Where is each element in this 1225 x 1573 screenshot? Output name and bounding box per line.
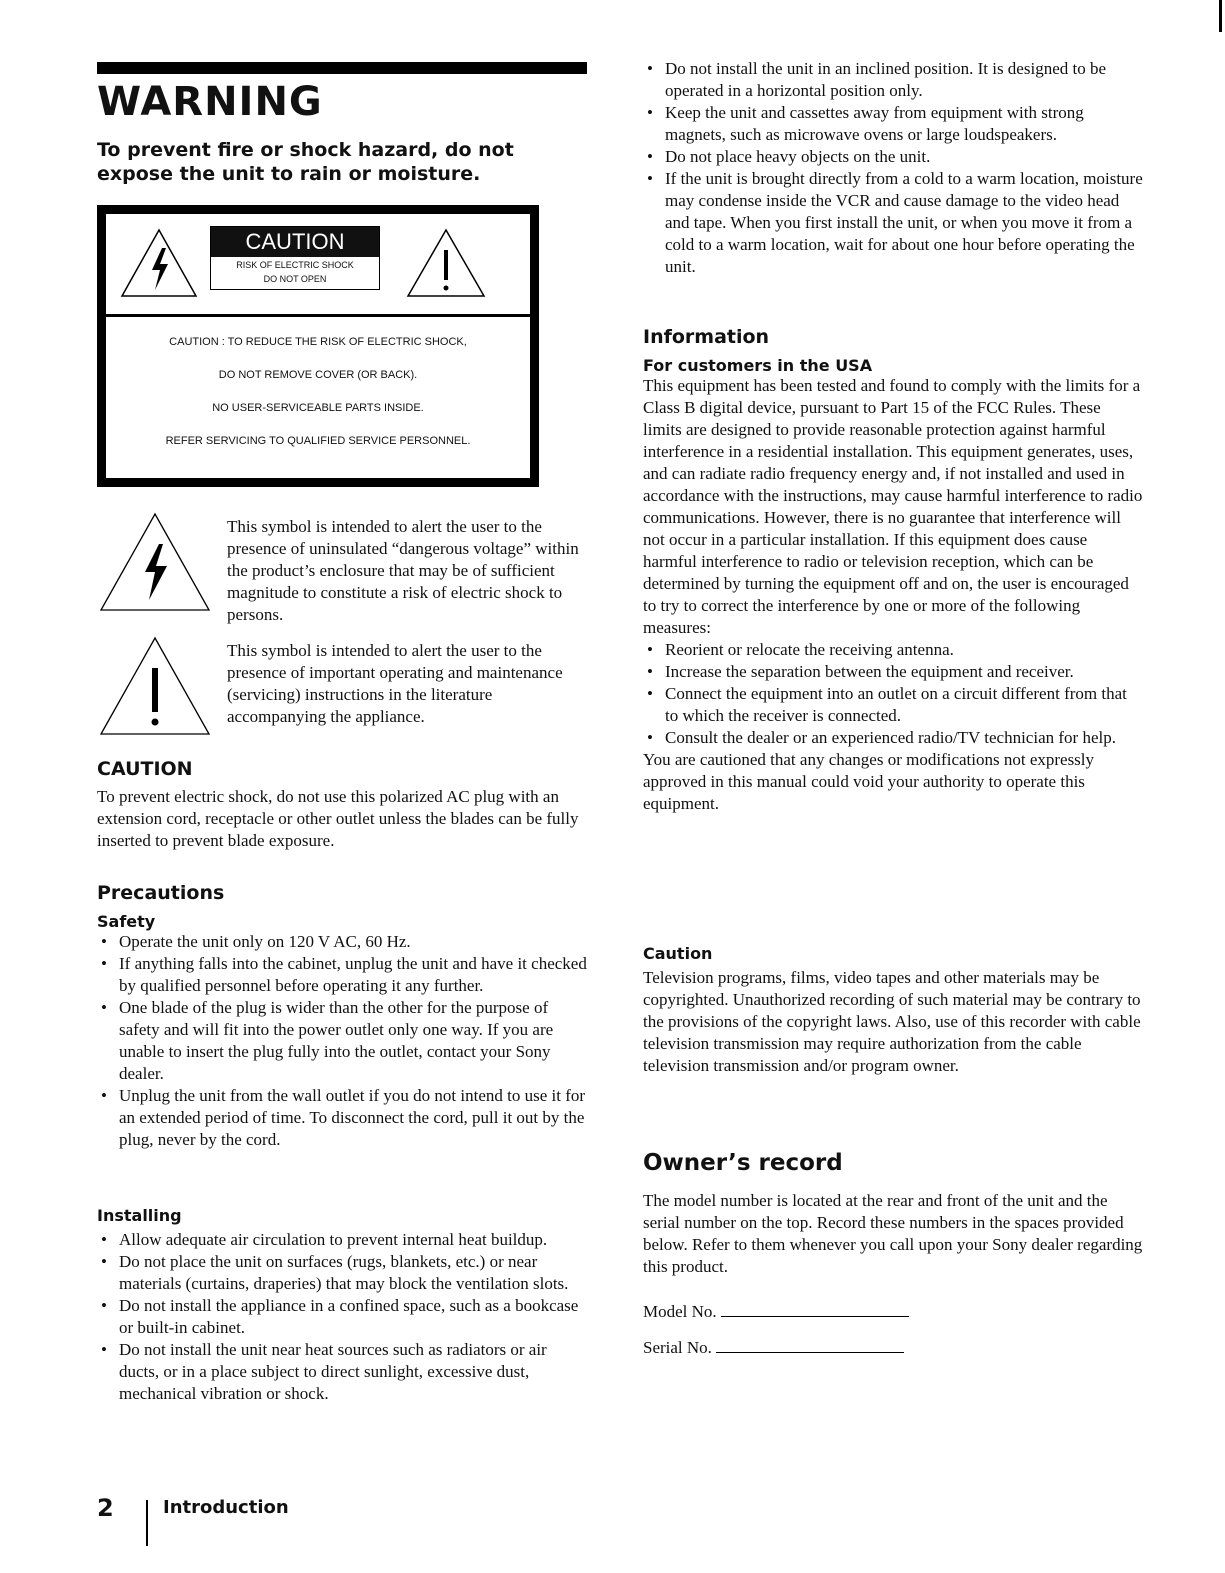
- measures-list: [643, 639, 1143, 749]
- installing-section: [97, 1206, 587, 1405]
- serial-field: [643, 1336, 1143, 1358]
- caution-box: [97, 205, 539, 487]
- model-label: Model No.: [643, 1302, 717, 1321]
- caution-line-4: REFER SERVICING TO QUALIFIED SERVICE PERSONNEL.: [165, 435, 471, 447]
- caution-box-text: [106, 336, 530, 468]
- model-number-field[interactable]: [721, 1300, 909, 1317]
- list-item: • Connect the equipment into an outlet on a circuit different from that to which the receiver is connected.: [643, 683, 1143, 727]
- right-column: [643, 58, 1143, 1357]
- risk-line-2: DO NOT OPEN: [263, 274, 327, 284]
- edge-mark: [1219, 0, 1222, 32]
- copyright-caution-section: [643, 944, 1143, 1077]
- serial-label: Serial No.: [643, 1338, 712, 1357]
- exclamation-symbol-text: This symbol is intended to alert the user to the presence of important operating and maintenance (servicing) instructions in the literature accompanying the appliance.: [227, 641, 563, 726]
- page-number: 2: [97, 1494, 114, 1522]
- list-item: • Increase the separation between the equipment and receiver.: [643, 661, 1143, 683]
- installing-list: [97, 1229, 587, 1405]
- risk-line-1: RISK OF ELECTRIC SHOCK: [236, 260, 354, 270]
- list-item: • Do not install the unit in an inclined position. It is designed to be operated in a horizontal position only.: [643, 58, 1143, 102]
- list-item: • Consult the dealer or an experienced radio/TV technician for help.: [643, 727, 1143, 749]
- list-item: • One blade of the plug is wider than the other for the purpose of safety and will fit into the power outlet only one way. If you are unable to insert the plug fully into the outlet, contact your Sony dealer.: [97, 997, 587, 1085]
- information-section: [643, 326, 1143, 815]
- list-item: • Do not place heavy objects on the unit.: [643, 146, 1143, 168]
- copyright-caution-text: Television programs, films, video tapes and other materials may be copyrighted. Unauthorized recording of such material may be contrary to the provisions of the copyright laws. Also, use of this recorder with cable television transmission may require authorization from the cable television transmission and/or program owner.: [643, 968, 1141, 1075]
- closing-text: You are cautioned that any changes or modifications not expressly approved in this manual could void your authority to operate this equipment.: [643, 750, 1095, 813]
- installation-continued-list: [643, 58, 1143, 278]
- serial-number-field[interactable]: [716, 1336, 904, 1353]
- exclamation-warning-icon: [406, 228, 486, 298]
- list-item: • Do not install the appliance in a confined space, such as a bookcase or built-in cabinet.: [97, 1295, 587, 1339]
- caution-text: To prevent electric shock, do not use this polarized AC plug with an extension cord, receptacle or other outlet unless the blades can be fully inserted to prevent blade exposure.: [97, 787, 579, 850]
- model-field: [643, 1300, 1143, 1322]
- warning-subtitle: To prevent fire or shock hazard, do not expose the unit to rain or moisture.: [97, 139, 514, 185]
- installing-heading: Installing: [97, 1206, 182, 1225]
- precautions-heading: Precautions: [97, 882, 225, 904]
- list-item: • Keep the unit and cassettes away from equipment with strong magnets, such as microwave ovens or large loudspeakers.: [643, 102, 1143, 146]
- caution-label: CAUTION: [211, 227, 379, 257]
- precautions-section: [97, 882, 587, 1151]
- lightning-warning-icon: [120, 228, 198, 298]
- list-item: • If the unit is brought directly from a cold to a warm location, moisture may condense inside the VCR and cause damage to the video head and tape. When you first install the unit, or when you move it from a cold to a warm location, wait for about one hour before operating the unit.: [643, 168, 1143, 278]
- lightning-symbol-icon: [99, 512, 211, 612]
- list-item: • Do not place the unit on surfaces (rugs, blankets, etc.) or near materials (curtains, draperies) that may block the ventilation slots.: [97, 1251, 587, 1295]
- list-item: • Operate the unit only on 120 V AC, 60 Hz.: [97, 931, 587, 953]
- usa-heading: For customers in the USA: [643, 356, 873, 375]
- caution-section: [97, 758, 587, 852]
- list-item: • Unplug the unit from the wall outlet if you do not intend to use it for an extended period of time. To disconnect the cord, pull it out by the plug, never by the cord.: [97, 1085, 587, 1151]
- caution-heading: CAUTION: [97, 758, 193, 780]
- top-rule: [97, 62, 587, 74]
- footer-section-label: Introduction: [163, 1497, 289, 1518]
- exclamation-symbol-icon: [99, 636, 211, 736]
- lightning-symbol-text: This symbol is intended to alert the user to the presence of uninsulated “dangerous voltage” within the product’s enclosure that may be of sufficient magnitude to constitute a risk of electric shock to persons.: [227, 517, 579, 624]
- owners-record-section: [643, 1150, 1143, 1358]
- list-item: • If anything falls into the cabinet, unplug the unit and have it checked by qualified personnel before operating it any further.: [97, 953, 587, 997]
- list-item: • Allow adequate air circulation to prevent internal heat buildup.: [97, 1229, 587, 1251]
- list-item: • Reorient or relocate the receiving antenna.: [643, 639, 1143, 661]
- footer-divider: [146, 1500, 148, 1546]
- caution-line-2: DO NOT REMOVE COVER (OR BACK).: [218, 369, 418, 381]
- usa-text: This equipment has been tested and found to comply with the limits for a Class B digital device, pursuant to Part 15 of the FCC Rules. These limits are designed to provide reasonable protection against harmful interference in a residential installation. This equipment generates, uses, and can radiate radio frequency energy and, if not installed and used in accordance with the instructions, may cause harmful interference to radio communications. However, there is no guarantee that interference will not occur in a particular installation. If this equipment does cause harmful interference to radio or television reception, which can be determined by turning the equipment off and on, the user is encouraged to try to correct the interference by one or more of the following measures:: [643, 376, 1143, 637]
- caution-label-box: [210, 226, 380, 290]
- owners-record-heading: Owner’s record: [643, 1150, 843, 1176]
- warning-title: WARNING: [97, 79, 323, 125]
- left-column: [97, 62, 587, 1403]
- information-heading: Information: [643, 326, 770, 348]
- safety-heading: Safety: [97, 912, 156, 931]
- safety-list: [97, 931, 587, 1151]
- caution-line-1: CAUTION : TO REDUCE THE RISK OF ELECTRIC SHOCK,: [169, 336, 467, 348]
- caution-line-3: NO USER-SERVICEABLE PARTS INSIDE.: [212, 402, 424, 414]
- copyright-caution-heading: Caution: [643, 944, 713, 963]
- owners-record-text: The model number is located at the rear and front of the unit and the serial number on the top. Record these numbers in the spaces provided below. Refer to them whenever you call upon your Sony dealer regarding this product.: [643, 1191, 1143, 1276]
- caution-box-header: [106, 214, 530, 317]
- list-item: • Do not install the unit near heat sources such as radiators or air ducts, or in a place subject to direct sunlight, excessive dust, mechanical vibration or shock.: [97, 1339, 587, 1405]
